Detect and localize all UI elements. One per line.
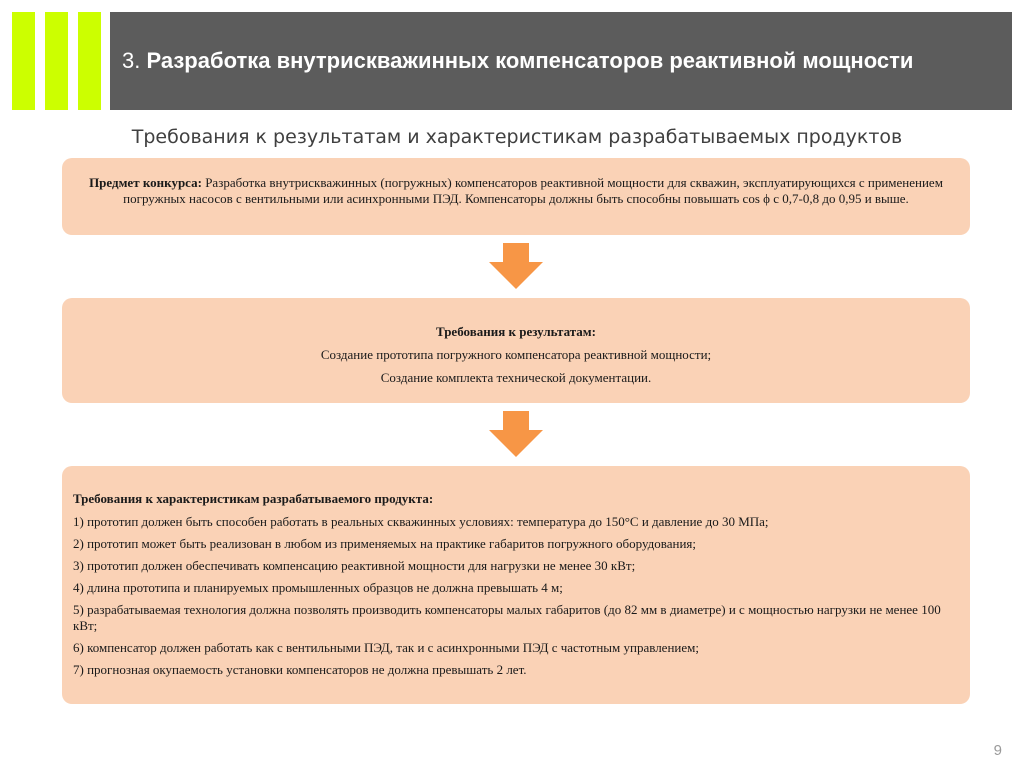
- contest-subject-label: Предмет конкурса:: [89, 175, 202, 190]
- slide-title-band: [110, 12, 1012, 110]
- characteristic-item: 5) разрабатываемая технология должна позволять производить компенсаторы малых габаритов (до 82 мм в диаметре) и с мощностью нагрузки не менее 100 кВт;: [73, 602, 941, 633]
- characteristic-item: 1) прототип должен быть способен работать в реальных скважинных условиях: температура до 150°С и давление до 30 МПа;: [73, 514, 769, 529]
- results-requirement-item: Создание прототипа погружного компенсатора реактивной мощности;: [320, 347, 712, 362]
- characteristic-item: 2) прототип может быть реализован в любом из применяемых на практике габаритов погружного оборудования;: [73, 536, 696, 551]
- accent-bar-3: [78, 12, 101, 110]
- characteristic-item: 4) длина прототипа и планируемых промышленных образцов не должна превышать 4 м;: [73, 580, 563, 595]
- characteristic-item: 7) прогнозная окупаемость установки компенсаторов не должна превышать 2 лет.: [73, 662, 527, 677]
- down-arrow-icon: [489, 411, 543, 457]
- results-requirement-item: Создание комплекта технической документации.: [380, 370, 652, 385]
- contest-subject-text: Разработка внутрискважинных (погружных) компенсаторов реактивной мощности для скважин, эксплуатирующихся с применением погружных насосов с вентильными или асинхронными ПЭД. Компенсаторы должны быть способны повышать cos ϕ с 0,7-0,8 до 0,95 и выше.: [123, 175, 943, 206]
- characteristic-item: 6) компенсатор должен работать как с вентильными ПЭД, так и с асинхронными ПЭД с частотным управлением;: [73, 640, 699, 655]
- page-number: 9: [993, 742, 1002, 759]
- product-characteristics-label: Требования к характеристикам разрабатываемого продукта:: [73, 491, 434, 506]
- results-requirements-box: [62, 298, 970, 403]
- accent-bar-2: [45, 12, 68, 110]
- slide-number-label: 3.: [122, 48, 141, 73]
- accent-bar-1: [12, 12, 35, 110]
- slide-subtitle: Требования к результатам и характеристикам разрабатываемых продуктов: [131, 126, 903, 148]
- product-characteristics-box: [62, 466, 970, 704]
- characteristic-item: 3) прототип должен обеспечивать компенсацию реактивной мощности для нагрузки не менее 30 кВт;: [73, 558, 636, 573]
- slide-title: Разработка внутрискважинных компенсаторов реактивной мощности: [146, 48, 914, 73]
- results-requirements-label: Требования к результатам:: [436, 324, 596, 339]
- down-arrow-icon: [489, 243, 543, 289]
- contest-subject-box: [62, 158, 970, 235]
